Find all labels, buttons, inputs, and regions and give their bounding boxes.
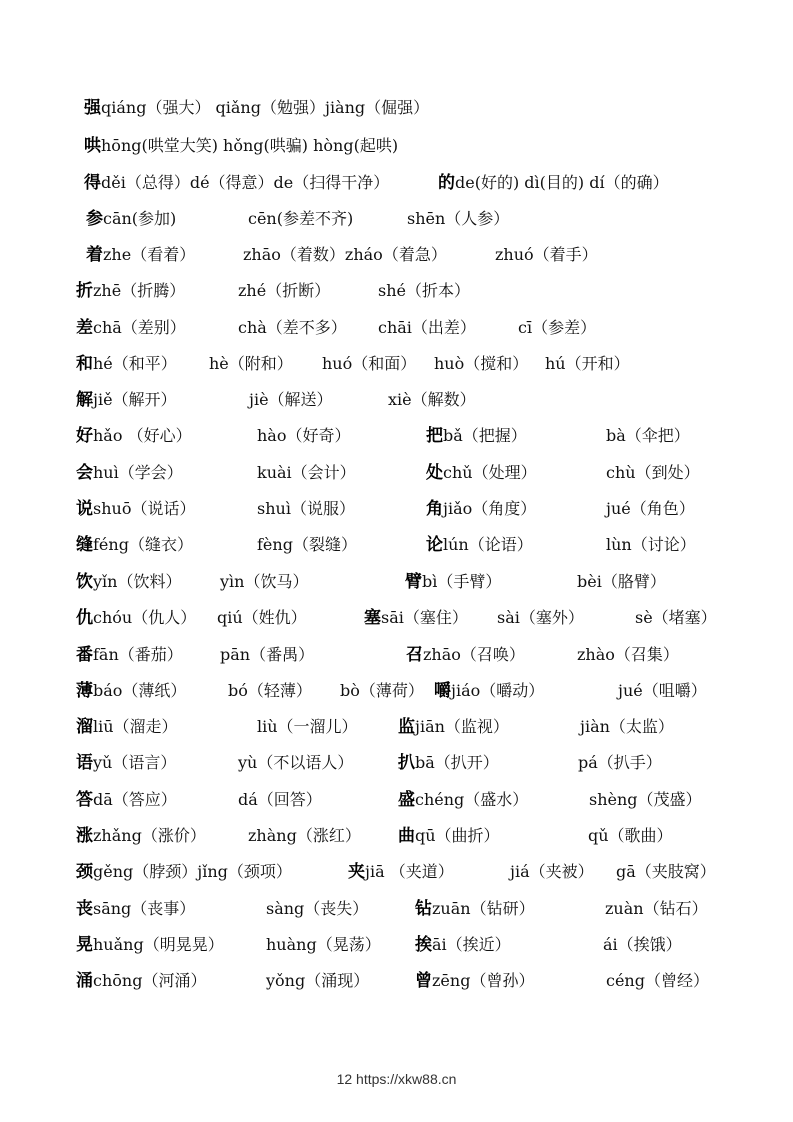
pronunciation-entry [588, 823, 673, 849]
pronunciation-entry [434, 351, 528, 377]
pinyin-examples: qiú（姓仇） [217, 608, 307, 627]
pinyin-examples: xiè（解数） [388, 390, 476, 409]
headword-char: 夹 [348, 862, 365, 882]
pinyin-examples: huì（学会） [93, 463, 183, 482]
pinyin-examples: de(好的) dì(目的) dí（的确） [455, 173, 669, 192]
pronunciation-entry [76, 351, 177, 377]
pronunciation-entry [603, 932, 682, 958]
pronunciation-entry [426, 423, 527, 449]
headword-char: 论 [426, 535, 443, 555]
headword-char: 召 [406, 645, 423, 665]
pronunciation-entry [76, 387, 177, 413]
entry-row [0, 95, 793, 121]
pronunciation-entry [84, 95, 429, 121]
pronunciation-entry [248, 823, 361, 849]
entry-row [0, 642, 793, 668]
pronunciation-entry [76, 315, 186, 341]
pinyin-examples: liù（一溜儿） [257, 717, 358, 736]
pronunciation-entry [635, 605, 717, 631]
pronunciation-entry [76, 714, 178, 740]
headword-char: 薄 [76, 681, 93, 701]
entry-row [0, 605, 793, 631]
pinyin-examples: chāi（出差） [378, 318, 476, 337]
pronunciation-entry [388, 387, 476, 413]
entry-row [0, 387, 793, 413]
pinyin-examples: jiàn（太监） [580, 717, 674, 736]
pinyin-examples: chéng（盛水） [415, 790, 529, 809]
headword-char: 和 [76, 354, 93, 374]
pronunciation-entry [606, 460, 700, 486]
headword-char: 曲 [398, 826, 415, 846]
pronunciation-entry [76, 423, 192, 449]
pronunciation-entry [248, 206, 353, 232]
pronunciation-entry [228, 678, 312, 704]
pinyin-examples: bǎ（把握） [443, 426, 527, 445]
pinyin-examples: bà（伞把） [606, 426, 690, 445]
pronunciation-entry [76, 278, 185, 304]
pronunciation-entry [606, 423, 690, 449]
pinyin-examples: zhàng（涨红） [248, 826, 361, 845]
pronunciation-entry [86, 242, 195, 268]
pinyin-examples: zhe（看着） [103, 245, 196, 264]
pronunciation-entry [76, 569, 181, 595]
entry-row [0, 714, 793, 740]
headword-char: 钻 [415, 899, 432, 919]
pinyin-examples: hǎo （好心） [93, 426, 192, 445]
pronunciation-entry [606, 496, 695, 522]
headword-char: 涨 [76, 826, 93, 846]
headword-char: 监 [398, 717, 415, 737]
headword-char: 扒 [398, 753, 415, 773]
entry-row [0, 278, 793, 304]
pronunciation-entry [407, 206, 509, 232]
pinyin-examples: jiáo（嚼动） [451, 681, 545, 700]
pronunciation-entry [415, 968, 534, 994]
pinyin-examples: zhào（召集） [577, 645, 679, 664]
pronunciation-entry [545, 351, 630, 377]
pronunciation-entry [415, 932, 511, 958]
headword-char: 得 [84, 173, 101, 193]
entry-row [0, 423, 793, 449]
pronunciation-entry [266, 968, 369, 994]
pinyin-examples: zhē（折腾） [93, 281, 186, 300]
pronunciation-entry [577, 569, 666, 595]
entry-row [0, 750, 793, 776]
entry-row [0, 496, 793, 522]
pinyin-examples: zhāo（着数）zháo（着急） [243, 245, 447, 264]
pronunciation-entry [249, 387, 333, 413]
headword-char: 的 [438, 173, 455, 193]
pronunciation-entry [220, 642, 314, 668]
pinyin-examples: chù（到处） [606, 463, 700, 482]
pronunciation-entry [398, 750, 499, 776]
pronunciation-entry [257, 496, 355, 522]
pinyin-examples: hú（开和） [545, 354, 630, 373]
pinyin-examples: cī（参差） [518, 318, 597, 337]
pinyin-examples: fān（番茄） [93, 645, 183, 664]
headword-char: 嚼 [434, 681, 451, 701]
pronunciation-entry [398, 787, 528, 813]
pinyin-examples: shé（折本） [378, 281, 470, 300]
pronunciation-entry [577, 642, 679, 668]
pinyin-examples: bó（轻薄） [228, 681, 312, 700]
headword-char: 挨 [415, 935, 432, 955]
entry-row [0, 932, 793, 958]
pronunciation-entry [217, 605, 307, 631]
pinyin-examples: zhāo（召唤） [423, 645, 525, 664]
pronunciation-entry [76, 750, 176, 776]
pinyin-examples: yǔ（语言） [93, 753, 177, 772]
entry-row [0, 315, 793, 341]
pinyin-examples: jiǎo（角度） [443, 499, 537, 518]
pinyin-examples: ái（挨饿） [603, 935, 682, 954]
pinyin-examples: cān(参加) [103, 209, 177, 228]
pinyin-examples: chā（差别） [93, 318, 186, 337]
pinyin-examples: yù（不以语人） [238, 753, 354, 772]
headword-char: 涌 [76, 971, 93, 991]
pronunciation-entry [434, 678, 544, 704]
pinyin-examples: sè（堵塞） [635, 608, 717, 627]
pronunciation-entry [606, 532, 696, 558]
pinyin-examples: jiè（解送） [249, 390, 333, 409]
pronunciation-entry [257, 532, 357, 558]
pinyin-examples: jiě（解开） [93, 390, 177, 409]
pinyin-examples: sāi（塞住） [381, 608, 468, 627]
pronunciation-entry [426, 532, 533, 558]
pronunciation-entry [578, 750, 662, 776]
pronunciation-entry [76, 787, 177, 813]
headword-char: 哄 [84, 136, 101, 156]
headword-char: 说 [76, 499, 93, 519]
pinyin-examples: āi（挨近） [432, 935, 511, 954]
entry-row [0, 678, 793, 704]
pronunciation-entry [398, 714, 509, 740]
pronunciation-entry [605, 896, 708, 922]
pinyin-examples: báo（薄纸） [93, 681, 187, 700]
pronunciation-entry [266, 932, 381, 958]
pronunciation-entry [209, 351, 293, 377]
pronunciation-entry [606, 968, 709, 994]
headword-char: 颈 [76, 862, 93, 882]
entry-row [0, 170, 793, 196]
pinyin-examples: liū（溜走） [93, 717, 178, 736]
pronunciation-entry [438, 170, 669, 196]
entry-row [0, 859, 793, 885]
pronunciation-entry [84, 133, 398, 159]
pinyin-examples: sàng（丧失） [266, 899, 369, 918]
pinyin-examples: lún（论语） [443, 535, 533, 554]
pinyin-examples: jué（角色） [606, 499, 695, 518]
headword-char: 仇 [76, 608, 93, 628]
pronunciation-entry [497, 605, 584, 631]
headword-char: 曾 [415, 971, 432, 991]
pinyin-examples: bā（扒开） [415, 753, 499, 772]
entry-row [0, 896, 793, 922]
headword-char: 强 [84, 98, 101, 118]
entry-row [0, 460, 793, 486]
entry-row [0, 569, 793, 595]
pinyin-examples: shuì（说服） [257, 499, 355, 518]
pronunciation-entry [510, 859, 594, 885]
pronunciation-entry [406, 642, 525, 668]
pinyin-examples: zuān（钻研） [432, 899, 535, 918]
pinyin-examples: dá（回答） [238, 790, 322, 809]
pinyin-examples: huǎng（明晃晃） [93, 935, 224, 954]
pinyin-examples: kuài（会计） [257, 463, 356, 482]
entry-row [0, 351, 793, 377]
pinyin-examples: cēn(参差不齐) [248, 209, 354, 228]
pinyin-examples: sāng（丧事） [93, 899, 196, 918]
pinyin-examples: zuàn（钻石） [605, 899, 708, 918]
pinyin-examples: yǐn（饮料） [93, 572, 182, 591]
pinyin-examples: qū（曲折） [415, 826, 500, 845]
pronunciation-entry [76, 642, 183, 668]
headword-char: 盛 [398, 790, 415, 810]
pinyin-examples: huàng（晃荡） [266, 935, 381, 954]
entry-row [0, 206, 793, 232]
entry-row [0, 787, 793, 813]
pronunciation-entry [238, 787, 322, 813]
headword-char: 塞 [364, 608, 381, 628]
pinyin-examples: chóu（仇人） [93, 608, 197, 627]
pinyin-examples: sài（塞外） [497, 608, 584, 627]
pronunciation-entry [398, 823, 500, 849]
pronunciation-entry [84, 170, 389, 196]
pronunciation-entry [580, 714, 674, 740]
headword-char: 晃 [76, 935, 93, 955]
headword-char: 差 [76, 318, 93, 338]
headword-char: 角 [426, 499, 443, 519]
entry-row [0, 242, 793, 268]
headword-char: 解 [76, 390, 93, 410]
pinyin-examples: hào（好奇） [257, 426, 351, 445]
pinyin-examples: pá（扒手） [578, 753, 662, 772]
pronunciation-entry [518, 315, 596, 341]
pronunciation-entry [415, 896, 535, 922]
pronunciation-entry [257, 714, 358, 740]
pronunciation-entry [322, 351, 416, 377]
pinyin-examples: chà（差不多） [238, 318, 347, 337]
pinyin-examples: děi（总得）dé（得意）de（扫得干净） [101, 173, 390, 192]
pinyin-examples: fèng（裂缝） [257, 535, 357, 554]
pinyin-examples: hé（和平） [93, 354, 177, 373]
pronunciation-entry [76, 460, 183, 486]
pronunciation-entry [378, 315, 476, 341]
pinyin-examples: qǔ（歌曲） [588, 826, 673, 845]
pronunciation-entry [348, 859, 454, 885]
pinyin-examples: jué（咀嚼） [618, 681, 707, 700]
pronunciation-entry [76, 859, 292, 885]
pronunciation-entry [618, 678, 707, 704]
pinyin-examples: zhé（折断） [238, 281, 331, 300]
pinyin-examples: shēn（人参） [407, 209, 510, 228]
pinyin-examples: bèi（胳臂） [577, 572, 666, 591]
pinyin-examples: yìn（饮马） [220, 572, 309, 591]
pinyin-examples: zēng（曾孙） [432, 971, 535, 990]
entry-row [0, 133, 793, 159]
pinyin-examples: zhǎng（涨价） [93, 826, 206, 845]
headword-char: 缝 [76, 535, 93, 555]
pinyin-examples: féng（缝衣） [93, 535, 193, 554]
headword-char: 番 [76, 645, 93, 665]
pinyin-examples: jiān（监视） [415, 717, 509, 736]
headword-char: 会 [76, 463, 93, 483]
pronunciation-entry [86, 206, 176, 232]
headword-char: 臂 [405, 572, 422, 592]
pinyin-examples: jiá（夹被） [510, 862, 594, 881]
headword-char: 饮 [76, 572, 93, 592]
pronunciation-entry [364, 605, 468, 631]
pronunciation-entry [220, 569, 308, 595]
pinyin-examples: lùn（讨论） [606, 535, 696, 554]
pinyin-examples: dā（答应） [93, 790, 177, 809]
pronunciation-entry [589, 787, 702, 813]
pinyin-examples: huò（搅和） [434, 354, 529, 373]
headword-char: 把 [426, 426, 443, 446]
page-footer: 12 https://xkw88.cn [336, 1071, 457, 1087]
pronunciation-entry [243, 242, 447, 268]
pronunciation-entry [405, 569, 501, 595]
pinyin-examples: hè（附和） [209, 354, 293, 373]
pronunciation-entry [266, 896, 368, 922]
pronunciation-entry [238, 278, 330, 304]
pronunciation-entry [238, 750, 353, 776]
headword-char: 语 [76, 753, 93, 773]
pronunciation-entry [426, 460, 537, 486]
pinyin-examples: huó（和面） [322, 354, 417, 373]
pronunciation-entry [76, 896, 195, 922]
entry-row [0, 823, 793, 849]
pronunciation-entry [340, 678, 424, 704]
pinyin-examples: chōng（河涌） [93, 971, 207, 990]
pronunciation-entry [76, 932, 224, 958]
pinyin-examples: shèng（茂盛） [589, 790, 702, 809]
pronunciation-entry [238, 315, 347, 341]
pinyin-examples: hōng(哄堂大笑) hǒng(哄骗) hòng(起哄) [101, 136, 399, 155]
pronunciation-entry [76, 605, 196, 631]
pinyin-examples: qiáng（强大） qiǎng（勉强）jiàng（倔强） [101, 98, 430, 117]
pronunciation-entry [76, 678, 186, 704]
pronunciation-entry [76, 532, 193, 558]
pinyin-examples: céng（曾经） [606, 971, 709, 990]
pronunciation-entry [257, 423, 350, 449]
pronunciation-entry [616, 859, 716, 885]
pinyin-examples: yǒng（涌现） [266, 971, 370, 990]
pinyin-examples: shuō（说话） [93, 499, 196, 518]
pinyin-examples: bì（手臂） [422, 572, 502, 591]
pinyin-examples: chǔ（处理） [443, 463, 537, 482]
pinyin-examples: bò（薄荷） [340, 681, 424, 700]
pronunciation-entry [426, 496, 536, 522]
headword-char: 处 [426, 463, 443, 483]
pronunciation-entry [76, 496, 195, 522]
pinyin-examples: zhuó（着手） [495, 245, 598, 264]
headword-char: 折 [76, 281, 93, 301]
headword-char: 好 [76, 426, 93, 446]
pinyin-examples: pān（番禺） [220, 645, 315, 664]
pinyin-examples: gěng（脖颈）jǐng（颈项） [93, 862, 292, 881]
pinyin-examples: gā（夹肢窝） [616, 862, 716, 881]
headword-char: 参 [86, 209, 103, 229]
pronunciation-entry [76, 823, 206, 849]
headword-char: 丧 [76, 899, 93, 919]
pronunciation-entry [76, 968, 206, 994]
headword-char: 溜 [76, 717, 93, 737]
pronunciation-entry [257, 460, 356, 486]
pinyin-examples: jiā （夹道） [365, 862, 454, 881]
headword-char: 答 [76, 790, 93, 810]
entry-row [0, 532, 793, 558]
pronunciation-entry [378, 278, 470, 304]
headword-char: 着 [86, 245, 103, 265]
pronunciation-entry [495, 242, 598, 268]
entry-row [0, 968, 793, 994]
